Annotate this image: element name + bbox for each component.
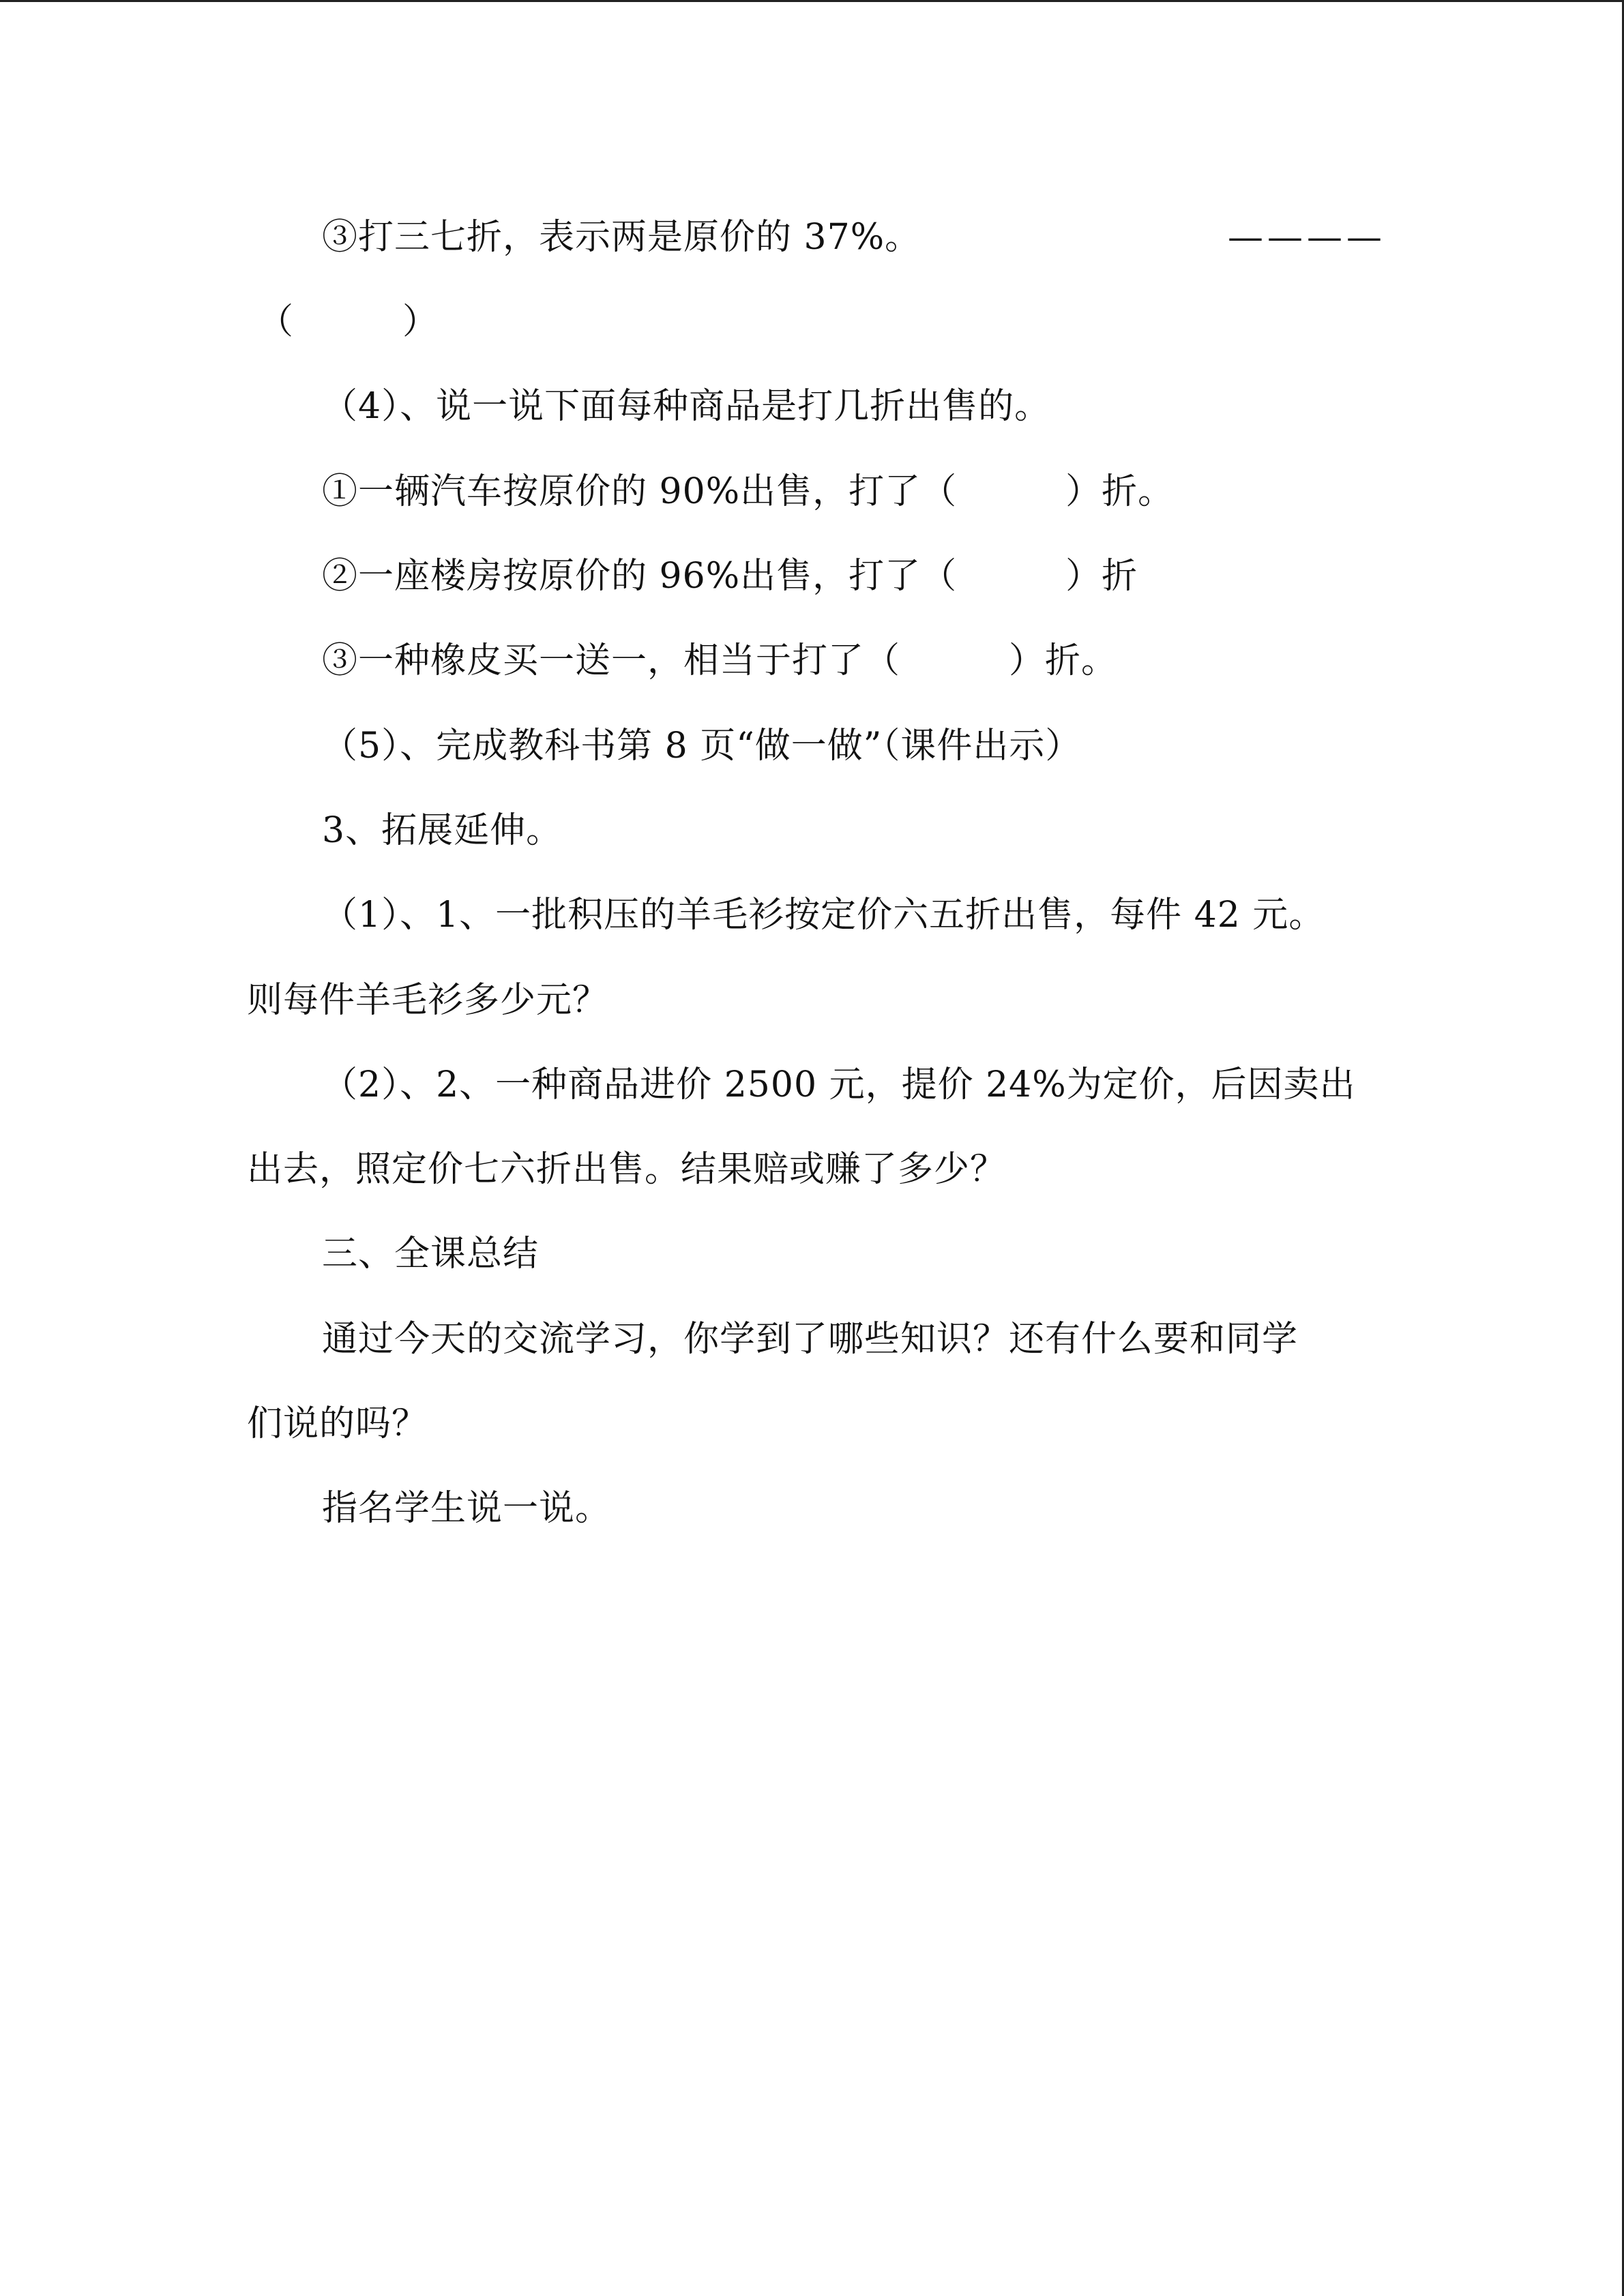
text-line-11: （2）、2、一种商品进价 2500 元，提价 24%为定价，后因卖出	[322, 1064, 1356, 1105]
text-line-13: 三、全课总结	[322, 1234, 540, 1274]
text-line-7: （5）、完成教科书第 8 页“做一做”（课件出示）	[322, 726, 1082, 766]
text-line-12: 出去，照定价七六折出售。结果赔或赚了多少？	[247, 1149, 1007, 1190]
text-line-10: 则每件羊毛衫多少元？	[247, 980, 609, 1021]
text-line-3: （4）、说一说下面每种商品是打几折出售的。	[322, 386, 1051, 427]
answer-blank-dashes: ————	[1228, 217, 1386, 258]
text-line-6: ③一种橡皮买一送一，相当于打了（ ）折。	[322, 640, 1118, 681]
text-line-15: 们说的吗？	[247, 1403, 428, 1444]
text-line-4: ①一辆汽车按原价的 90%出售，打了（ ）折。	[322, 471, 1175, 512]
text-line-2: （ ）	[258, 301, 439, 342]
text-line-1: ③打三七折，表示两是原价的 37%。	[322, 217, 921, 258]
text-line-14: 通过今天的交流学习，你学到了哪些知识？还有什么要和同学	[322, 1319, 1299, 1360]
top-border	[0, 0, 1624, 2]
text-line-9: （1）、1、一批积压的羊毛衫按定价六五折出售，每件 42 元。	[322, 895, 1325, 936]
text-line-8: 3、拓展延伸。	[322, 810, 563, 851]
text-line-5: ②一座楼房按原价的 96%出售，打了（ ）折	[322, 556, 1138, 597]
text-line-16: 指名学生说一说。	[322, 1488, 612, 1529]
